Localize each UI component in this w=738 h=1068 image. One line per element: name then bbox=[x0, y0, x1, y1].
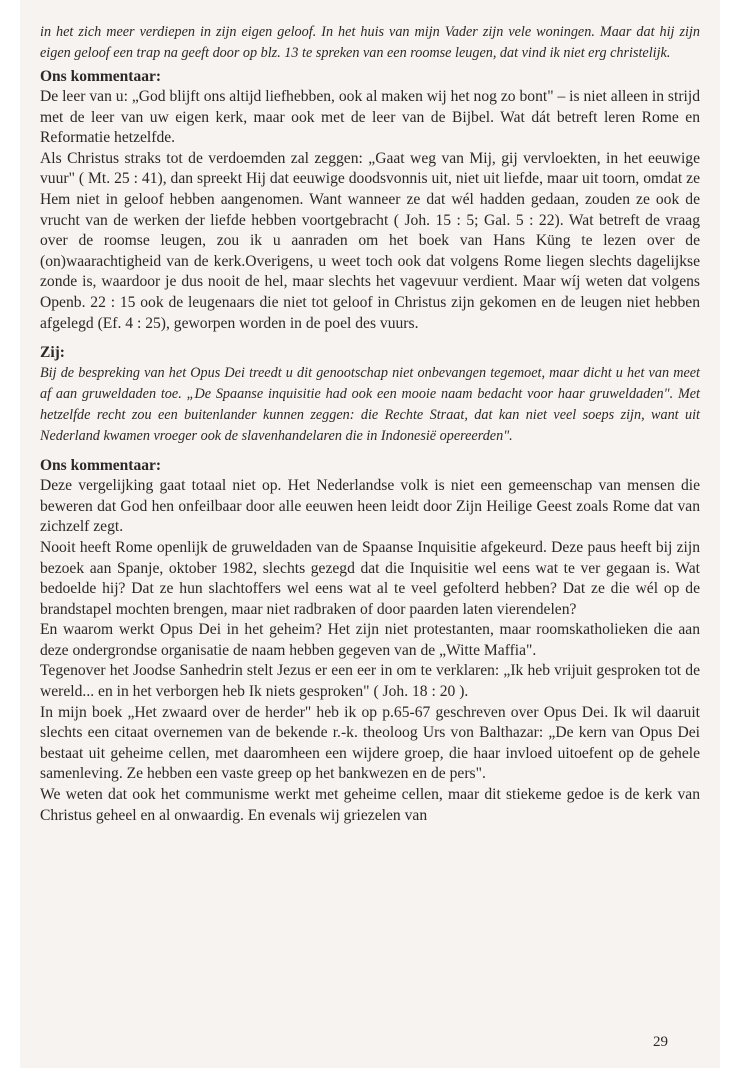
book-page bbox=[20, 0, 720, 1068]
comment-paragraph: Nooit heeft Rome openlijk de gruweldaden van de Spaanse Inquisitie afgekeurd. Deze paus heeft bij zijn bezoek aan Spanje, oktober 1982, slechts gezegd dat die Inquisitie wel eens wat te ver gegaan is. Wat bedoelde hij? Dat ze hun slachtoffers wel eens wat al te veel gefolterd hebben? Dat ze die wél op de brandstapel mochten brengen, maar niet radbraken of door paarden laten vierendelen? bbox=[40, 538, 700, 618]
comment-paragraph: In mijn boek „Het zwaard over de herder" heb ik op p.65-67 geschreven over Opus Dei. Ik wil daaruit slechts een citaat overnemen van de bekende r.-k. theoloog Urs von Balthazar: „De kern van Opus Dei bestaat uit geheime cellen, met daaromheen een wijdere groep, die haar invloed uitoefent op de gehele samenleving. Ze hebben een vaste greep op het bankwezen en de pers". bbox=[40, 703, 700, 783]
zij-quote: Bij de bespreking van het Opus Dei treedt u dit genootschap niet onbevangen tegemoet, maar dicht u het van meet af aan gruweldaden toe. „De Spaanse inquisitie had ook een mooie naam bedacht voor haar gruweldaden". Met hetzelfde recht zou een buitenlander kunnen zeggen: die Rechte Straat, dat kan niet veel soeps zijn, want uit Nederland kwamen vroeger ook de slavenhandelaren die in Indonesië opereerden". bbox=[40, 365, 700, 445]
intro-quote: in het zich meer verdiepen in zijn eigen geloof. In het huis van mijn Vader zijn vele woningen. Maar dat hij zijn eigen geloof een trap na geeft door op blz. 13 te spreken van een roomse leugen, dat vind ik niet erg christelijk. bbox=[40, 24, 700, 61]
comment-heading: Ons kommentaar: bbox=[40, 68, 161, 85]
comment-section-1 bbox=[40, 66, 700, 334]
comment-paragraph: Als Christus straks tot de verdoemden zal zeggen: „Gaat weg van Mij, gij vervloekten, in het eeuwige vuur" ( Mt. 25 : 41), dan spreekt Hij dat eeuwige doodsvonnis uit, niet uit liefde, maar uit toorn, omdat ze Hem niet in geloof hebben aangenomen. Want wanneer ze dat wél hadden gedaan, zouden ze ook de vrucht van de werken der liefde hebben voortgebracht ( Joh. 15 : 5; Gal. 5 : 22). Wat betreft de vraag over de roomse leugen, zou ik u aanraden om het boek van Hans Küng te lezen over de (on)waarachtigheid van de kerk.Overigens, u weet toch ook dat volgens Rome liegen slechts dagelijkse zonde is, waardoor je dus nooit de hel, maar slechts het vagevuur verdient. Maar wíj weten dat volgens Openb. 22 : 15 ook de leugenaars die niet tot geloof in Christus zijn gekomen en de leugen niet hebben afgelegd (Ef. 4 : 25), geworpen worden in de poel des vuurs. bbox=[40, 149, 700, 332]
comment-paragraph: En waarom werkt Opus Dei in het geheim? Het zijn niet protestanten, maar roomskatholieken die aan deze ondergrondse organisatie de naam hebben gegeven van de „Witte Maffia". bbox=[40, 621, 700, 659]
comment-section-2 bbox=[40, 455, 700, 826]
comment-paragraph: Tegenover het Joodse Sanhedrin stelt Jezus er een eer in om te verklaren: „Ik heb vrijuit gesproken tot de wereld... en in het verborgen heb Ik niets gesproken" ( Joh. 18 : 20 ). bbox=[40, 662, 700, 701]
zij-heading: Zij: bbox=[40, 344, 65, 362]
zij-section bbox=[40, 342, 700, 447]
comment-paragraph: Deze vergelijking gaat totaal niet op. Het Nederlandse volk is niet een gemeenschap van mensen die beweren dat God hen onfeilbaar door alle eeuwen heen leidt door Zijn Heilige Geest zoals Rome dat van zichzelf zegt. bbox=[40, 477, 700, 536]
page-content bbox=[40, 22, 700, 826]
comment-paragraph: We weten dat ook het communisme werkt met geheime cellen, maar dit stiekeme gedoe is de kerk van Christus geheel en al onwaardig. En evenals wij griezelen van bbox=[40, 786, 700, 824]
comment-paragraph: De leer van u: „God blijft ons altijd liefhebben, ook al maken wij het nog zo bont" – is niet alleen in strijd met de leer van uw eigen kerk, maar ook met de leer van de Bijbel. Wat dát betreft leren Rome en Reformatie hetzelfde. bbox=[40, 88, 700, 147]
comment-heading: Ons kommentaar: bbox=[40, 457, 161, 475]
page-number: 29 bbox=[653, 1034, 668, 1050]
